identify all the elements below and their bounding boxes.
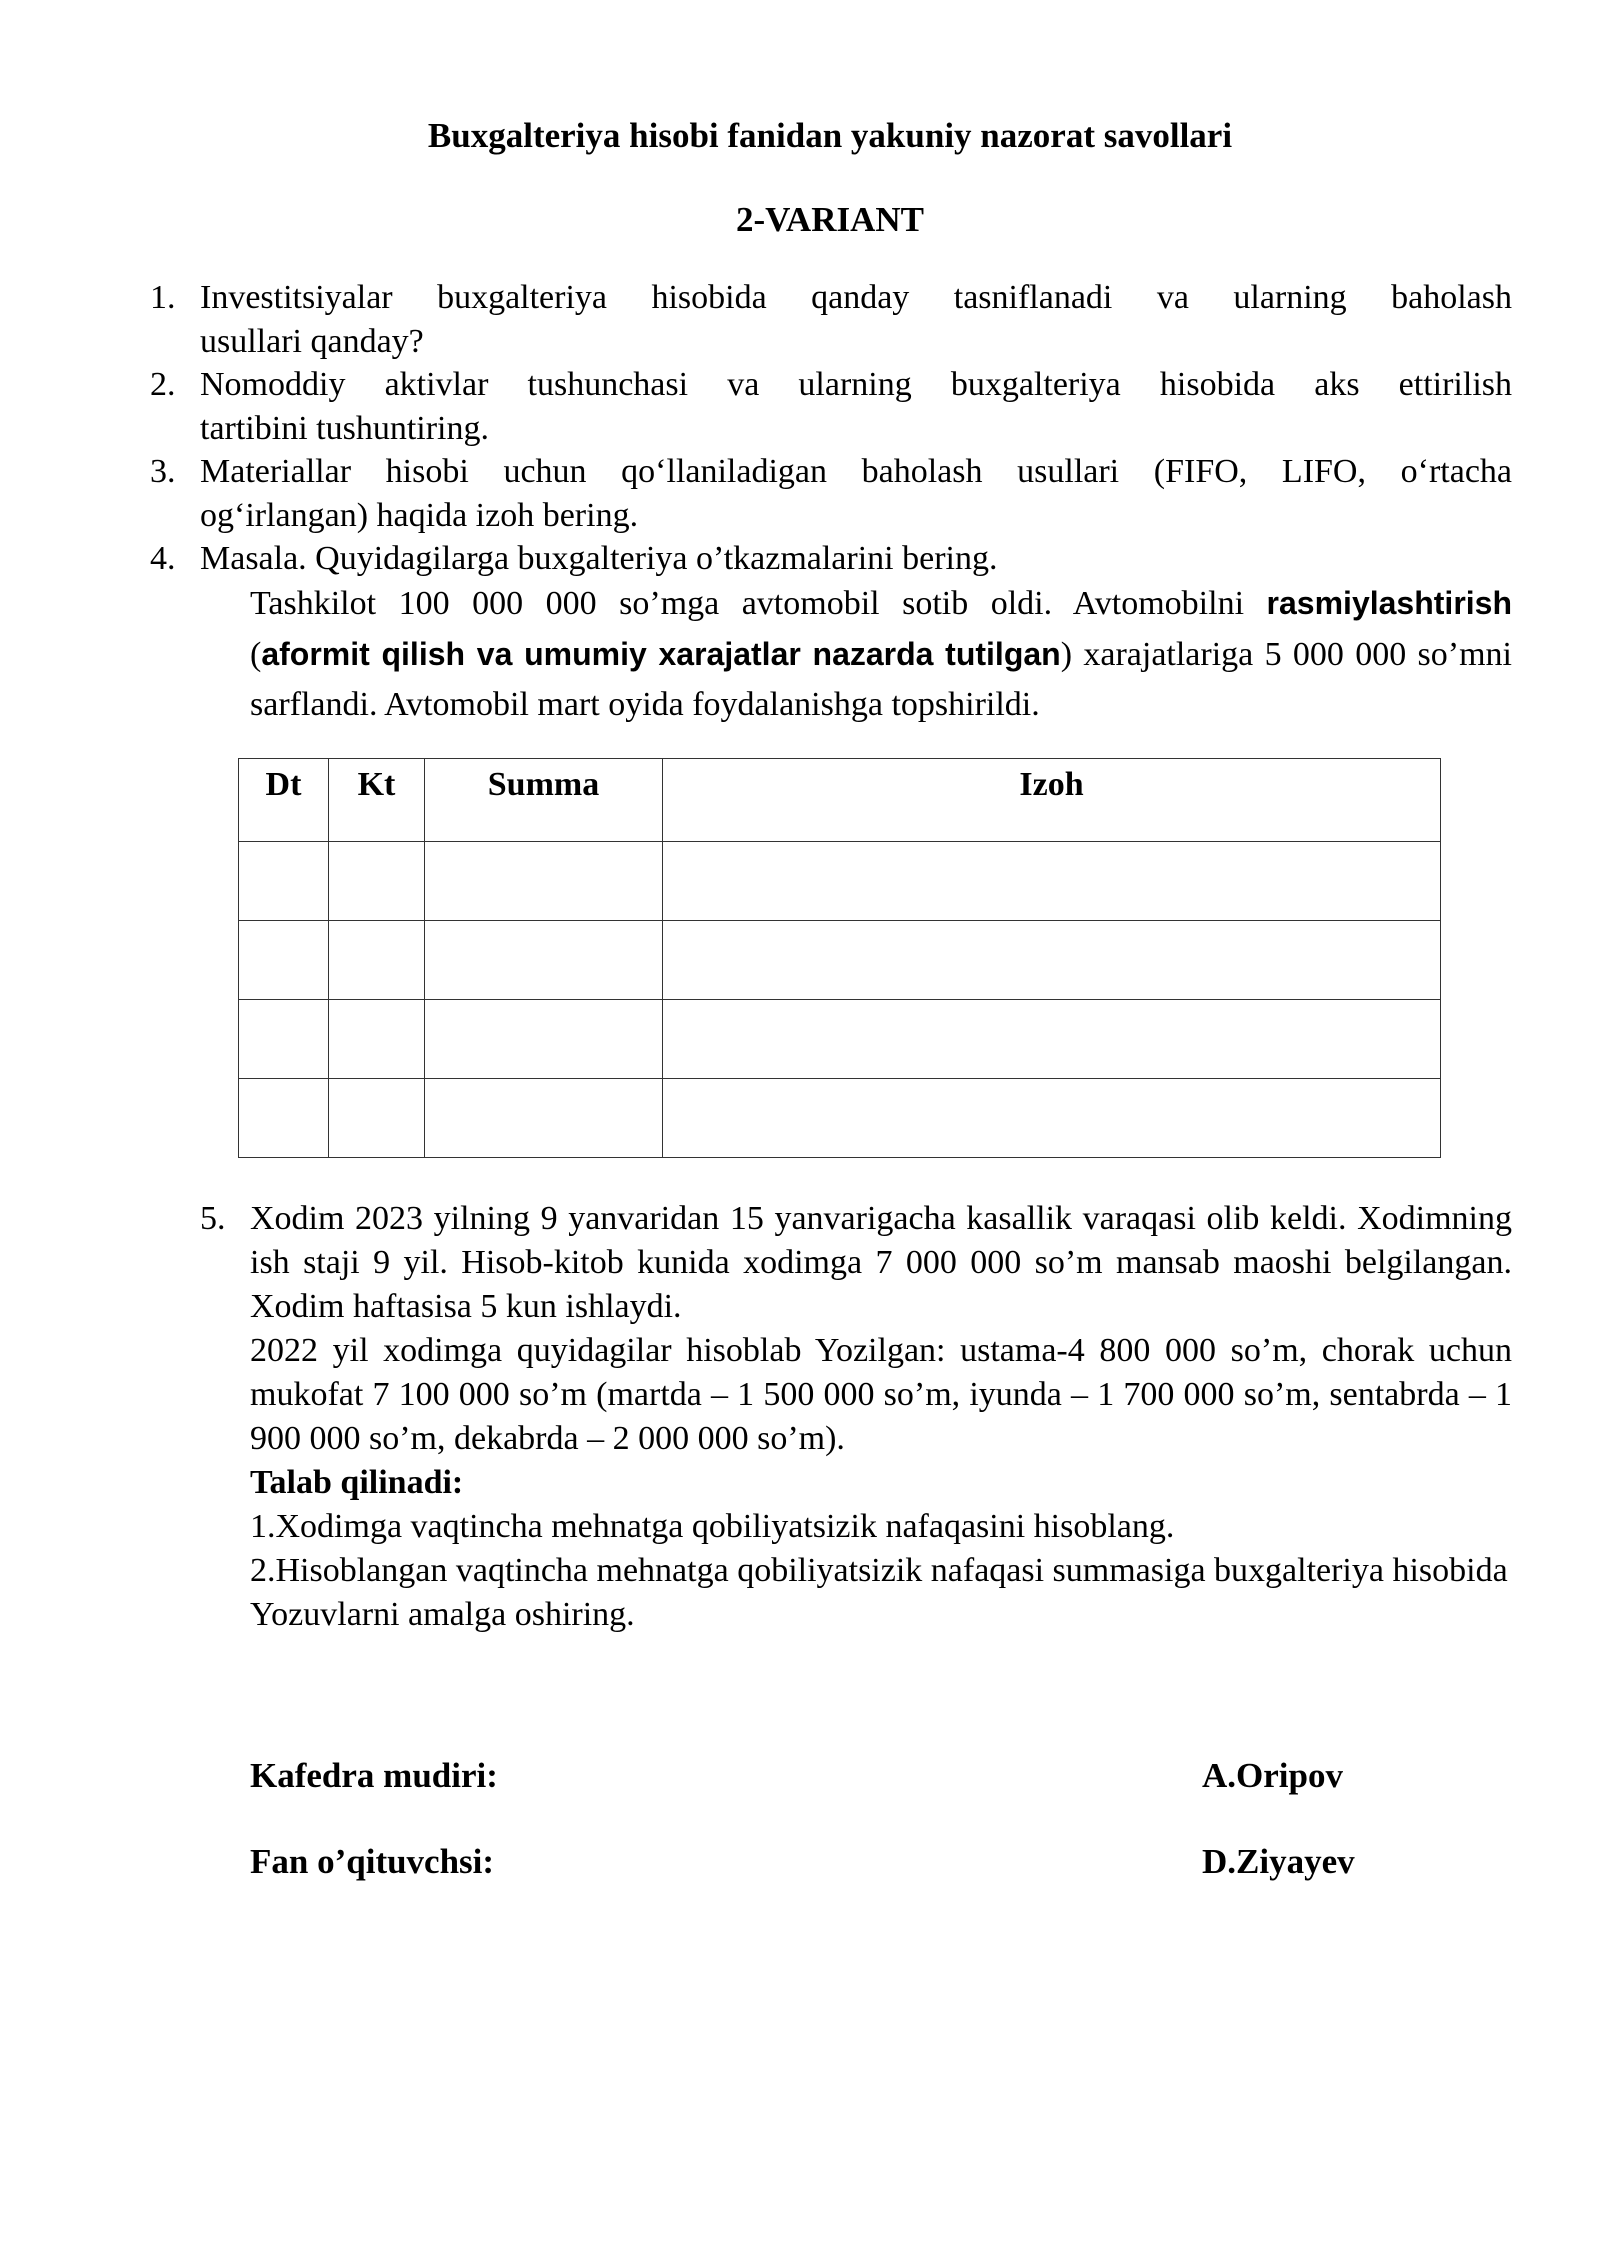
question-text-line: Masala. Quyidagilarga buxgalteriya o’tkazmalarini bering. [200, 540, 998, 577]
problem-4-part: ) xarajatlariga 5 000 000 so’mni sarflandi. Avtomobil mart oyida foydalanishga topshirildi. [250, 636, 1512, 723]
question-text-line: tartibini tushuntiring. [200, 410, 489, 447]
question-2 [150, 363, 1512, 451]
question-number: 3. [150, 453, 176, 490]
table-row [239, 921, 1441, 1000]
teacher-name: D.Ziyayev [1202, 1842, 1355, 1881]
table-row [239, 842, 1441, 921]
problem-4-text [250, 578, 1512, 730]
problem-4-part: Tashkilot 100 000 000 so’mga avtomobil sotib oldi. Avtomobilni [250, 585, 1267, 622]
table-cell[interactable] [329, 842, 425, 921]
question-text-line: usullari qanday? [200, 323, 424, 360]
table-header-izoh: Izoh [663, 759, 1441, 842]
requirement-item: 2.Hisoblangan vaqtincha mehnatga qobiliyatsizik nafaqasi summasiga buxgalteriya hisobida Yozuvlarni amalga oshiring. [250, 1552, 1508, 1633]
table-cell[interactable] [239, 921, 329, 1000]
table-row [239, 1000, 1441, 1079]
problem-4-bold: rasmiylashtirish [1266, 585, 1512, 621]
head-of-department-name: A.Oripov [1202, 1756, 1343, 1795]
table-cell[interactable] [663, 842, 1441, 921]
question-5 [250, 1197, 1512, 1637]
question-text-line: Materiallar hisobi uchun qo‘llaniladigan baholash usullari (FIFO, LIFO, o‘rtacha [200, 453, 1512, 490]
teacher-label: Fan o’qituvchsi: [250, 1842, 495, 1881]
table-cell[interactable] [663, 1000, 1441, 1079]
table-cell[interactable] [329, 1000, 425, 1079]
table-cell[interactable] [663, 921, 1441, 1000]
question-1 [150, 276, 1512, 364]
table-cell[interactable] [239, 1079, 329, 1158]
table-cell[interactable] [329, 921, 425, 1000]
question-number: 1. [150, 279, 176, 316]
question-number: 5. [200, 1200, 226, 1237]
question-text-line: Nomoddiy aktivlar tushunchasi va ularning buxgalteriya hisobida aks ettirilish [200, 366, 1512, 403]
table-header-summa: Summa [425, 759, 663, 842]
table-cell[interactable] [329, 1079, 425, 1158]
table-row [239, 1079, 1441, 1158]
table-cell[interactable] [425, 842, 663, 921]
requirements-title: Talab qilinadi: [250, 1464, 464, 1501]
table-cell[interactable] [239, 1000, 329, 1079]
table-cell[interactable] [239, 842, 329, 921]
question-text-line: og‘irlangan) haqida izoh bering. [200, 497, 639, 534]
table-cell[interactable] [425, 1000, 663, 1079]
question-4 [150, 537, 1512, 581]
entries-table [238, 758, 1441, 1158]
document-title: Buxgalteriya hisobi fanidan yakuniy nazorat savollari [427, 116, 1233, 155]
problem-4-part: ( [250, 636, 262, 673]
question-5-paragraph: 2022 yil xodimga quyidagilar hisoblab Yozilgan: ustama-4 800 000 so’m, chorak uchun mukofat 7 100 000 so’m (martda – 1 500 000 so’m, iyunda – 1 700 000 so’m, sentabrda – 1 900 000 so’m, dekabrda – 2 000 000 so’m). [250, 1332, 1512, 1457]
question-number: 4. [150, 540, 176, 577]
problem-4-bold: aformit qilish va umumiy xarajatlar nazarda tutilgan [261, 636, 1061, 672]
head-of-department-label: Kafedra mudiri: [250, 1756, 498, 1795]
question-text-line: Investitsiyalar buxgalteriya hisobida qanday tasniflanadi va ularning baholash [200, 279, 1512, 316]
table-header-row [239, 759, 1441, 842]
question-5-paragraph: Xodim 2023 yilning 9 yanvaridan 15 yanvarigacha kasallik varaqasi olib keldi. Xodimning ish staji 9 yil. Hisob-kitob kunida xodimga 7 000 000 so’m mansab maoshi belgilangan. Xodim haftasisa 5 kun ishlaydi. [250, 1200, 1512, 1325]
table-header-kt: Kt [329, 759, 425, 842]
table-cell[interactable] [425, 921, 663, 1000]
table-header-dt: Dt [239, 759, 329, 842]
table-cell[interactable] [425, 1079, 663, 1158]
question-3 [150, 450, 1512, 538]
question-number: 2. [150, 366, 176, 403]
table-cell[interactable] [663, 1079, 1441, 1158]
variant-label: 2-VARIANT [736, 200, 924, 239]
requirement-item: 1.Xodimga vaqtincha mehnatga qobiliyatsizik nafaqasini hisoblang. [250, 1508, 1175, 1545]
